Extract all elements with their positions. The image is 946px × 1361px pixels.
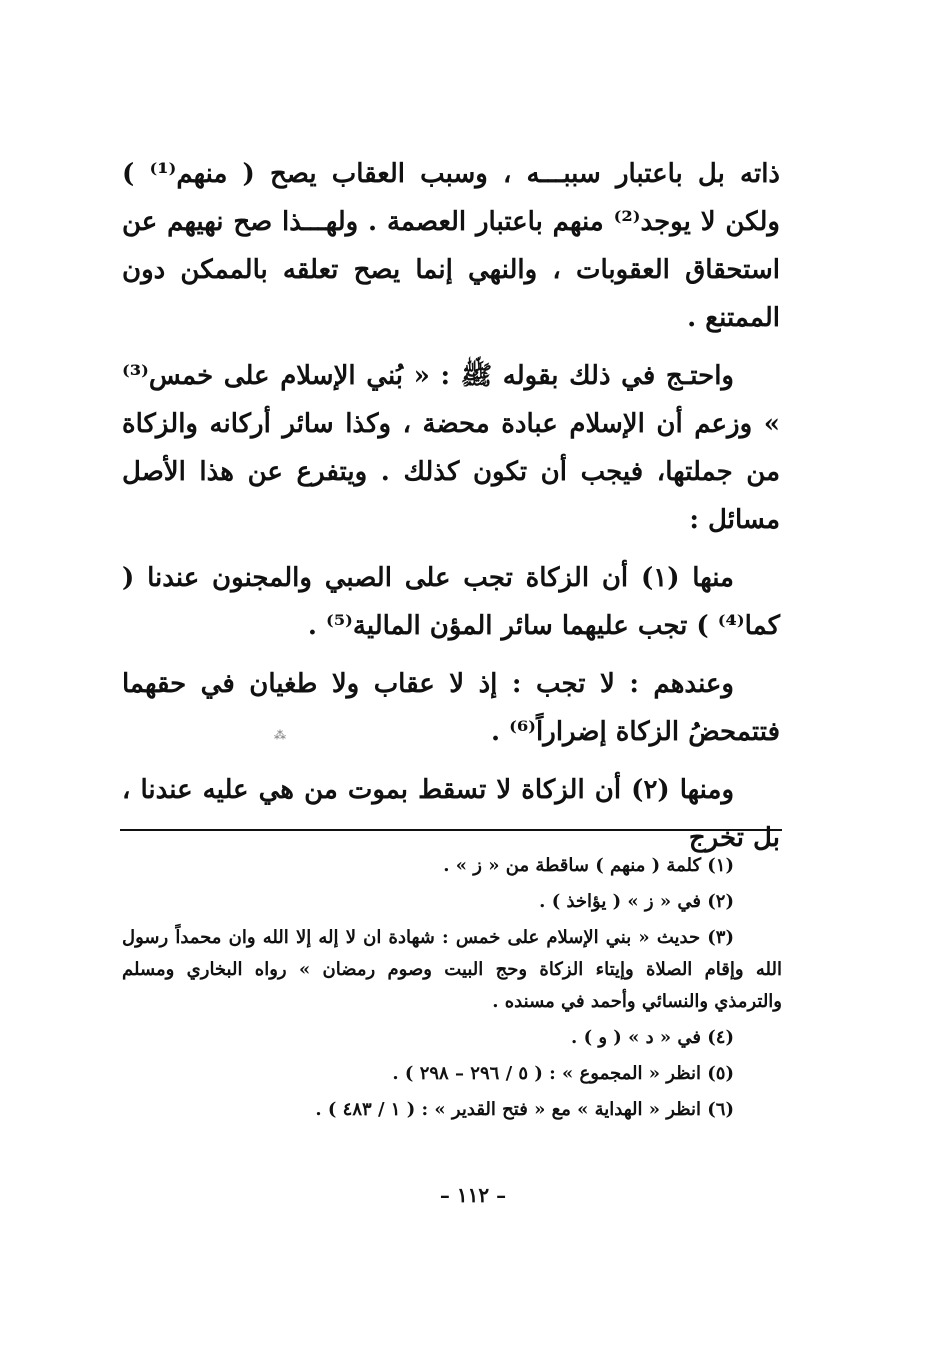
- footnote-4: (٤) في « د » ( و ) .: [571, 1027, 734, 1048]
- paragraph-4: وعندهم : لا تجب : إذ لا عقاب ولا طغيان في حقهما فتتمحضُ الزكاة إضراراً⁽⁶⁾ .: [122, 669, 780, 747]
- footnote-3: (٣) حديث « بني الإسلام على خمس : شهادة ان لا إله إلا الله وان محمداً رسول الله وإقام الصلاة وإيتاء الزكاة وحج البيت وصوم رمضان » رواه البخاري ومسلم والترمذي والنسائي وأحمد في مسنده .: [122, 927, 782, 1012]
- footnote-divider: [120, 829, 782, 831]
- main-text-block: [122, 150, 780, 872]
- footnote-2: (٢) في « ز » ( يؤاخذ ) .: [539, 891, 734, 912]
- scan-speck: ⁂: [274, 728, 286, 742]
- paragraph-3: منها (١) أن الزكاة تجب على الصبي والمجنون عندنا ( كما⁽⁴⁾ ) تجب عليهما سائر المؤن المالية⁽⁵⁾ .: [122, 563, 780, 641]
- footnote-1: (١) كلمة ( منهم ) ساقطة من « ز » .: [443, 855, 734, 876]
- page-number: – ١١٢ –: [439, 1183, 507, 1207]
- footnote-6: (٦) انظر « الهداية » مع « فتح القدير » : ( ١ / ٤٨٣ ) .: [315, 1099, 734, 1120]
- footnotes-block: [122, 850, 782, 1130]
- paragraph-1: ذاته بل باعتبار سببـــه ، وسبب العقاب يصح ( منهم⁽¹⁾ ) ولكن لا يوجد⁽²⁾ منهم باعتبار العصمة . ولهـــذا صح نهيهم عن استحقاق العقوبات ، والنهي إنما يصح تعلقه بالممكن دون الممتنع .: [122, 159, 780, 333]
- footnote-5: (٥) انظر « المجموع » : ( ٥ / ٢٩٦ – ٢٩٨ ) .: [392, 1063, 734, 1084]
- paragraph-5: ومنها (٢) أن الزكاة لا تسقط بموت من هي عليه عندنا ، بل تخرج: [122, 775, 780, 853]
- paragraph-2: واحتـج في ذلك بقوله ﷺ : « بُني الإسلام على خمس⁽³⁾ » وزعم أن الإسلام عبادة محضة ، وكذا سائر أركانه والزكاة من جملتها، فيجب أن تكون كذلك . ويتفرع عن هذا الأصل مسائل :: [122, 361, 780, 535]
